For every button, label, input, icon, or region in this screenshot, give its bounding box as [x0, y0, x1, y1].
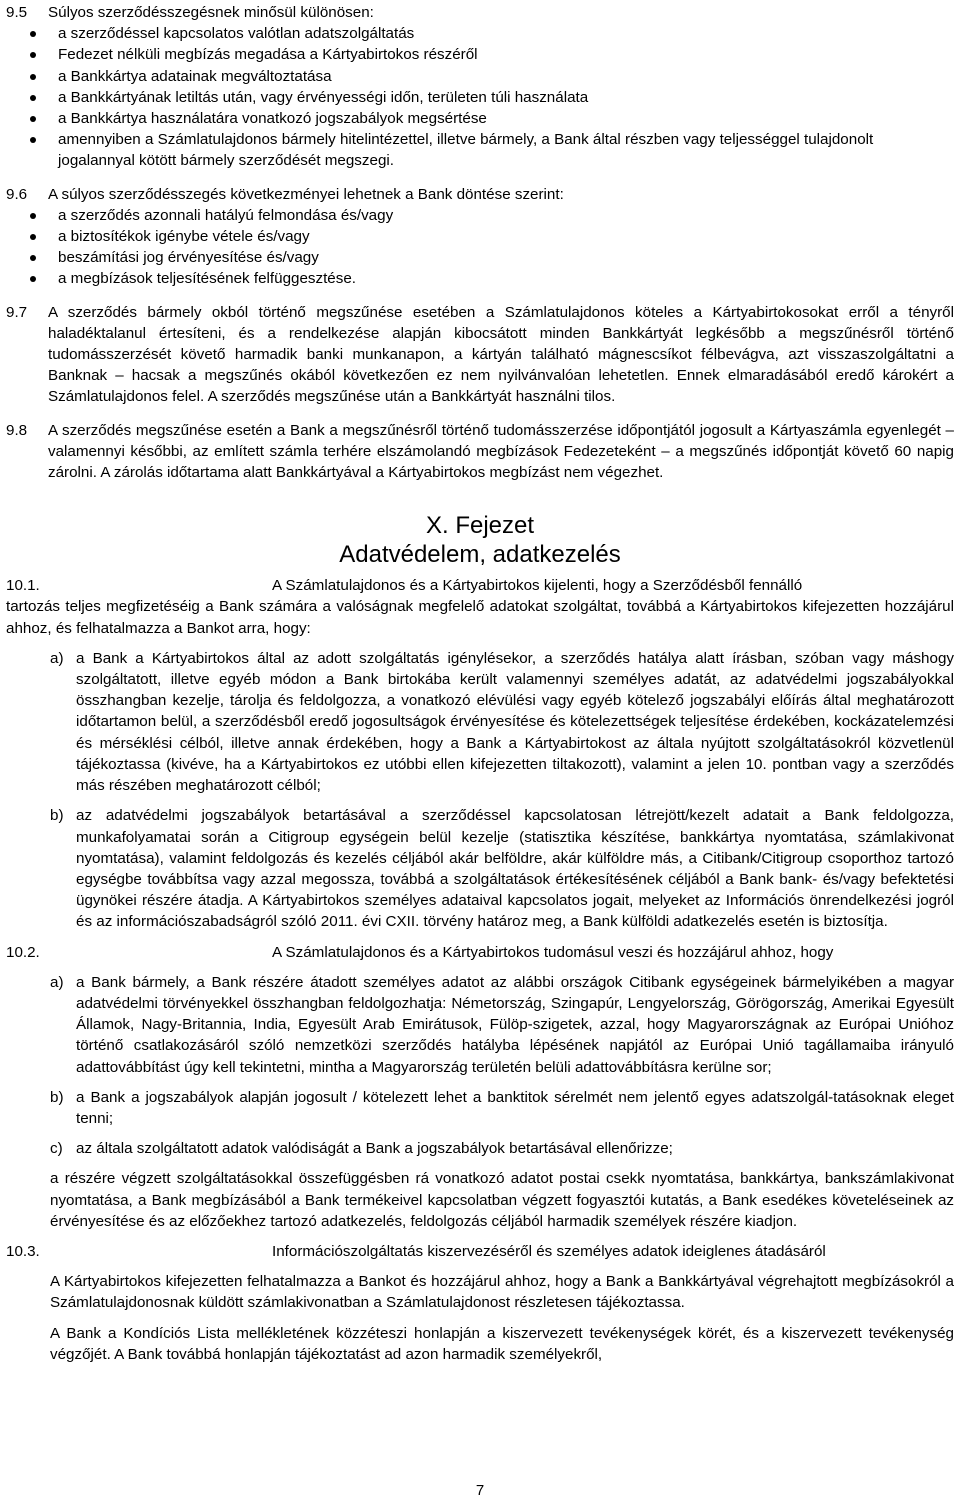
article-10-1	[6, 575, 954, 932]
chapter-title: X. Fejezet	[425, 512, 535, 540]
item-text: az adatvédelmi jogszabályok betartásával a szerződéssel kapcsolatosan létrejött/kezelt adatait a Bank feldolgozza, munkafolyamatai során a Citigroup egységein belül kezelje (statisztika készítése, bankkártya nyomtatása, számlakivonat nyomtatása), valamint feldolgozás és kezelés céljából akár belföldre, akár külföldre más, a Citibank/Citigroup csoporthoz tartozó egységbe továbbítsa vagy azzal megossza, továbbá a szolgáltatások értékesítésének céljából a Bank bank- és/vagy befektetési ügynökei részére átadja. A Kártyabirtokos személyes adataival kapcsolatos jogait, melyeket az Információs önrendelkezési jogról és az információszabadságról szóló 2011. évi CXII. törvény határoz meg, a Bank külföldi adatkezelés esetén is biztosítja.	[76, 807, 954, 931]
section-9-6	[6, 184, 954, 290]
list-item: a Bankkártya használatára vonatkozó jogszabályok megsértése	[26, 108, 954, 129]
bullet-list	[6, 23, 954, 171]
section-text: A szerződés megszűnése esetén a Bank a megszűnésről történő tudomásszerzése időpontjától jogosult a Kártyaszámla egyenlegét – valamennyi későbbi, az említett számla terhére elszámolandó megbízások Fedezeteként – a megszűnés időpontját követő 60 napig zárolni. A zárolás időtartama alatt Bankkártyával a Kártyabirtokos megbízást nem végezhet.	[48, 421, 954, 482]
article-paragraph: A Kártyabirtokos kifejezetten felhatalmazza a Bankot és hozzájárul ahhoz, hogy a Bank a Bankkártyával végrehajtott megbízásokról a Számlatulajdonosnak küldött számlakivonatban a Számlatulajdonost részletesen tájékoztassa.	[50, 1273, 954, 1312]
item-label: b)	[50, 807, 64, 825]
chapter-subtitle: Adatvédelem, adatkezelés	[339, 541, 621, 569]
item-label: a)	[50, 649, 64, 667]
section-lead: A súlyos szerződésszegés következményei lehetnek a Bank döntése szerint:	[48, 185, 564, 203]
section-number: 9.5	[6, 4, 28, 21]
section-9-5	[6, 2, 954, 172]
list-item: Fedezet nélküli megbízás megadása a Kártyabirtokos részéről	[26, 44, 954, 65]
list-item: beszámítási jog érvényesítése és/vagy	[26, 247, 954, 268]
list-item: a biztosítékok igénybe vétele és/vagy	[26, 226, 954, 247]
list-item: a szerződéssel kapcsolatos valótlan adatszolgáltatás	[26, 23, 954, 44]
section-lead: Súlyos szerződésszegésnek minősül különösen:	[48, 4, 374, 21]
article-text: tartozás teljes megfizetéséig a Bank számára a valóságnak megfelelő adatokat szolgáltat, továbbá a Kártyabirtokos kifejezetten hozzájárul ahhoz, és felhatalmazza a Bankot arra, hogy:	[6, 598, 954, 637]
article-heading: A Számlatulajdonos és a Kártyabirtokos tudomásul veszi és hozzájárul ahhoz, hogy	[272, 943, 834, 961]
article-heading: A Számlatulajdonos és a Kártyabirtokos kijelenti, hogy a Szerződésből fennálló	[272, 577, 803, 595]
item-label: c)	[50, 1140, 63, 1158]
section-number: 9.8	[6, 421, 28, 439]
article-heading: Információszolgáltatás kiszervezéséről és személyes adatok ideiglenes átadásáról	[272, 1242, 826, 1260]
list-item: a szerződés azonnali hatályú felmondása és/vagy	[26, 205, 954, 226]
list-item	[50, 1087, 954, 1129]
bullet-list	[6, 205, 954, 290]
article-number: 10.2.	[6, 943, 40, 961]
list-item	[50, 648, 954, 796]
section-number: 9.6	[6, 185, 28, 203]
item-text: az általa szolgáltatott adatok valódiságát a Bank a jogszabályok betartásával ellenőrizze;	[76, 1140, 673, 1158]
list-item: a Bankkártyának letiltás után, vagy érvényességi időn, területen túli használata	[26, 87, 954, 108]
article-text: a részére végzett szolgáltatásokkal összefüggésben rá vonatkozó adatot postai csekk nyomtatása, bankkártya, bankszámlakivonat nyomtatása, a Bank megbízásából a Bank termékeivel kapcsolatban végzett fogyasztói kutatás, a Bank esedékes követeléseinek az érvényesítése és az előzőekhez tartozó adatkezelés, feldolgozás céljából harmadik személyek részére kiadjon.	[50, 1170, 954, 1230]
article-paragraph: A Bank a Kondíciós Lista mellékletének közzéteszi honlapján a kiszervezett tevékenységek körét, és a kiszervezett tevékenység végzőjét. A Bank továbbá honlapján tájékoztatást ad azon harmadik személyekről,	[50, 1324, 954, 1363]
article-10-3	[6, 1241, 954, 1365]
section-9-8	[6, 420, 954, 484]
chapter-heading	[6, 511, 954, 569]
item-text: a Bank a Kártyabirtokos által az adott szolgáltatás igénylésekor, a szerződés hatálya alatt írásban, szóban vagy máshogy szolgáltatott, illetve egyéb módon a Bank birtokába került valamennyi személyes adatát, az adatvédelmi jogszabályokkal összhangban kezelje, tárolja és feldolgozza, a vonatkozó elévülési vagy egyéb kötelező jogszabályi előírás által meghatározott időtartamon belül, a szerződésből eredő jogosultságok érvényesítése és kötelezettségek teljesítése érdekében, kockázatelemzési és mérséklési célból, illetve annak érdekében, hogy a Bank a Kártyabirtokost az általa nyújtott szolgáltatásokról közvetlenül tájékoztassa (kivéve, ha a Kártyabirtokos ez utóbbi ellen kifejezetten tiltakozott), valamint a jelen 10. pontban vagy a szerződés más részében meghatározott célból;	[76, 649, 954, 795]
article-number: 10.3.	[6, 1242, 40, 1260]
section-text: A szerződés bármely okból történő megszűnése esetében a Számlatulajdonos köteles a Kártyabirtokosokat erről a tényről haladéktalanul értesíteni, és a rendelkezése alapján kibocsátott minden Bankkártyát legkésőbb a megszűnésről történő tudomásszerzését követő harmadik banki munkanapon, a kártyán található mágnescsíkot félbevágva, azt visszaszolgáltatni a Banknak – hacsak a megszűnés okából következően ez nem nyilvánvalóan lehetetlen. Ennek elmaradásából eredő károkért a Számlatulajdonos felel. A szerződés megszűnése után a Bankkártyát használni tilos.	[48, 303, 954, 406]
list-item: amennyiben a Számlatulajdonos bármely hitelintézettel, illetve bármely, a Bank által részben vagy teljességgel tulajdonolt jogalannyal kötött bármely szerződését megszegi.	[26, 129, 954, 171]
page-number: 7	[475, 1482, 485, 1499]
list-item: a Bankkártya adatainak megváltoztatása	[26, 66, 954, 87]
article-number: 10.1.	[6, 577, 40, 595]
item-label: a)	[50, 973, 64, 991]
list-item: a megbízások teljesítésének felfüggesztése.	[26, 268, 954, 289]
article-10-2	[6, 942, 954, 1232]
list-item	[50, 972, 954, 1078]
document-page	[6, 2, 954, 1374]
item-text: a Bank bármely, a Bank részére átadott személyes adatot az alábbi országok Citibank egységeinek bármelyikében a magyar adatvédelmi törvényekkel összhangban feldolgozhatja: Németország, Szingapúr, Lengyelország, Görögország, Amerikai Egyesült Államok, Nagy-Britannia, India, Egyesült Arab Emirátusok, Fülöp-szigetek, azzal, hogy Magyarországnak az Európai Unióhoz történő csatlakozásáról szóló nemzetközi szerződés hatályba lépésének napjától az Európai Unió tagállamaiba irányuló adattovábbítást úgy kell tekintetni, mintha a Magyarország területén belüli adattovábbításra kerülne sor;	[76, 973, 954, 1076]
section-9-7	[6, 302, 954, 408]
section-number: 9.7	[6, 303, 28, 321]
list-item	[50, 1138, 954, 1159]
list-item	[50, 805, 954, 932]
item-label: b)	[50, 1088, 64, 1106]
item-text: a Bank a jogszabályok alapján jogosult / kötelezett lehet a banktitok sérelmét nem jelentő egyes adatszolgál-tatásoknak eleget tenni;	[76, 1088, 954, 1127]
